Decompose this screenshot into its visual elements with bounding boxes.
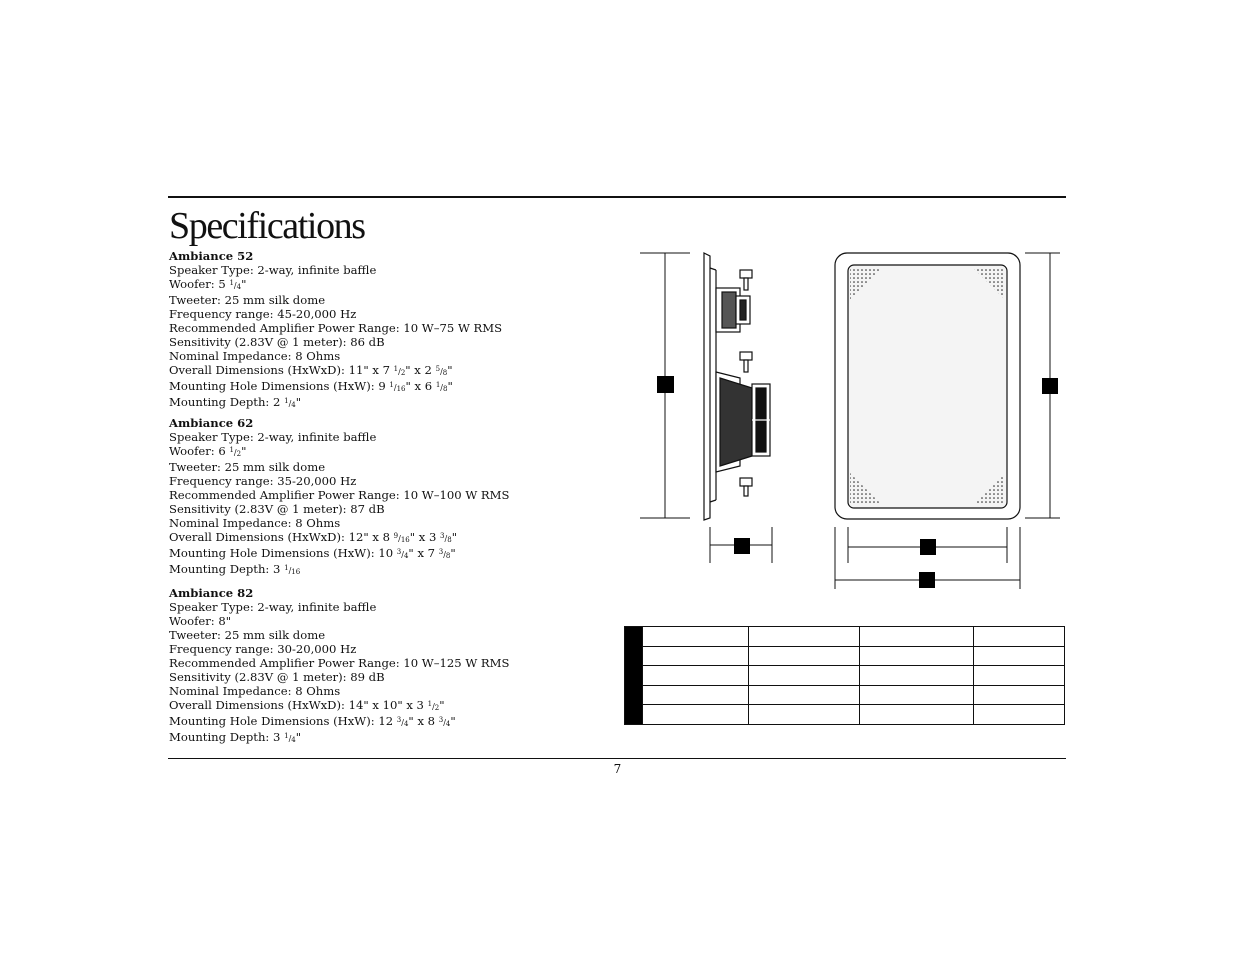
fraction-numerator: 3	[440, 532, 445, 540]
fraction: $^1/_4$	[229, 279, 242, 291]
table-cell	[859, 685, 973, 705]
front-height-marker	[1042, 378, 1058, 394]
table-cell	[973, 646, 1064, 666]
table-cell	[749, 627, 859, 647]
spec-text: Overall Dimensions (HxWxD): 12" x 8	[169, 530, 394, 544]
model-name: Ambiance 62	[169, 416, 254, 430]
spec-text: Nominal Impedance: 8 Ohms	[169, 516, 341, 530]
table-header-column	[625, 627, 643, 725]
spec-text: Frequency range: 35-20,000 Hz	[169, 474, 357, 488]
fraction-denominator: 8	[445, 552, 451, 560]
fraction-denominator: 16	[291, 568, 301, 576]
spec-text: "	[241, 277, 247, 291]
fraction-denominator: 2	[400, 369, 406, 377]
spec-text: Sensitivity (2.83V @ 1 meter): 87 dB	[169, 502, 385, 516]
table-cell	[749, 666, 859, 686]
spec-text: Overall Dimensions (HxWxD): 14" x 10" x 3	[169, 698, 428, 712]
fraction: $^5/_8$	[435, 365, 448, 377]
fraction-numerator: 1	[435, 381, 441, 389]
fraction-denominator: 4	[291, 736, 296, 744]
fraction-numerator: 9	[393, 532, 399, 540]
spec-text: Nominal Impedance: 8 Ohms	[169, 684, 341, 698]
spec-text: " x 6	[405, 379, 436, 393]
spec-text: Mounting Depth: 3	[169, 730, 285, 744]
fraction: $^3/_4$	[438, 716, 451, 728]
spec-text: "	[451, 530, 458, 544]
spec-text: "	[447, 363, 453, 377]
table-cell	[749, 705, 859, 725]
table-row	[625, 627, 1065, 647]
bottom-rule	[168, 758, 1066, 759]
fraction: $^1/_8$	[435, 381, 448, 393]
spec-text: Mounting Hole Dimensions (HxW): 9	[169, 379, 390, 393]
fraction-numerator: 1	[389, 381, 394, 389]
table-cell	[749, 646, 859, 666]
dimension-table	[624, 626, 1065, 725]
side-height-marker	[657, 376, 674, 393]
spec-text: " x 2	[405, 363, 436, 377]
spec-text: Sensitivity (2.83V @ 1 meter): 89 dB	[169, 670, 385, 684]
fraction-numerator: 3	[396, 548, 402, 556]
spec-text: "	[295, 730, 302, 744]
fraction-numerator: 1	[229, 446, 234, 454]
spec-text: Mounting Hole Dimensions (HxW): 10	[169, 546, 397, 560]
fraction-numerator: 1	[427, 700, 433, 708]
spec-text: Sensitivity (2.83V @ 1 meter): 86 dB	[169, 335, 385, 349]
fraction-denominator: 2	[236, 450, 242, 458]
table-cell	[973, 666, 1064, 686]
spec-text: "	[450, 546, 456, 560]
table-row	[625, 705, 1065, 725]
table-cell	[643, 627, 749, 647]
spec-text: Frequency range: 45-20,000 Hz	[169, 307, 357, 321]
spec-text: "	[295, 395, 302, 409]
fraction: $^1/_4$	[284, 732, 296, 744]
fraction: $^3/_4$	[396, 548, 409, 560]
table-row	[625, 685, 1065, 705]
table-cell	[859, 627, 973, 647]
fraction-denominator: 4	[403, 552, 409, 560]
spec-text: Mounting Depth: 3	[169, 562, 285, 576]
fraction-denominator: 8	[442, 385, 448, 393]
spec-text: Recommended Amplifier Power Range: 10 W–100 W RMS	[169, 488, 510, 502]
spec-text: Speaker Type: 2-way, infinite baffle	[169, 263, 377, 277]
spec-text: "	[241, 444, 247, 458]
fraction: $^1/_{16}$	[284, 564, 301, 576]
overall-width-marker	[919, 572, 935, 588]
model-name: Ambiance 82	[169, 586, 254, 600]
spec-text: Speaker Type: 2-way, infinite baffle	[169, 430, 377, 444]
table-cell	[973, 685, 1064, 705]
fraction: $^1/_{16}$	[389, 381, 406, 393]
spec-text: Mounting Hole Dimensions (HxW): 12	[169, 714, 397, 728]
spec-text: Speaker Type: 2-way, infinite baffle	[169, 600, 377, 614]
page-number: 7	[613, 762, 622, 776]
table-cell	[643, 666, 749, 686]
table-cell	[643, 705, 749, 725]
depth-marker	[734, 538, 750, 554]
spec-text: Tweeter: 25 mm silk dome	[169, 293, 326, 307]
model-name: Ambiance 52	[169, 249, 254, 263]
speaker-side-profile	[704, 253, 770, 520]
spec-text: Woofer: 8"	[169, 614, 232, 628]
fraction: $^3/_4$	[396, 716, 409, 728]
spec-text: Recommended Amplifier Power Range: 10 W–75 W RMS	[169, 321, 503, 335]
fraction-denominator: 4	[236, 283, 242, 291]
spec-text: Tweeter: 25 mm silk dome	[169, 628, 326, 642]
speaker-front-grille	[835, 253, 1020, 519]
table-cell	[859, 705, 973, 725]
table-cell	[859, 666, 973, 686]
spec-text: " x 3	[409, 530, 441, 544]
table-cell	[859, 646, 973, 666]
fraction-denominator: 2	[434, 704, 440, 712]
table-row	[625, 646, 1065, 666]
spec-text: " x 7	[408, 546, 439, 560]
fraction: $^1/_2$	[229, 446, 242, 458]
fraction: $^1/_4$	[284, 397, 296, 409]
spec-text: Recommended Amplifier Power Range: 10 W–125 W RMS	[169, 656, 510, 670]
fraction: $^3/_8$	[438, 548, 451, 560]
table-cell	[973, 627, 1064, 647]
fraction: $^3/_8$	[440, 532, 452, 544]
fraction-numerator: 1	[229, 279, 234, 287]
fraction-numerator: 3	[438, 548, 444, 556]
spec-text: Overall Dimensions (HxWxD): 11" x 7	[169, 363, 394, 377]
spec-text: "	[439, 698, 445, 712]
table-cell	[643, 685, 749, 705]
fraction: $^9/_{16}$	[393, 532, 410, 544]
fraction-numerator: 1	[284, 732, 289, 740]
table-cell	[973, 705, 1064, 725]
table-cell	[749, 685, 859, 705]
spec-text: Frequency range: 30-20,000 Hz	[169, 642, 357, 656]
fraction-numerator: 1	[284, 397, 289, 405]
spec-text: "	[450, 714, 456, 728]
fraction-denominator: 4	[403, 720, 409, 728]
spec-text: Woofer: 5	[169, 277, 230, 291]
fraction-denominator: 16	[396, 385, 406, 393]
spec-text: Tweeter: 25 mm silk dome	[169, 460, 326, 474]
fraction-denominator: 4	[291, 401, 296, 409]
fraction-numerator: 1	[393, 365, 399, 373]
fraction-denominator: 16	[400, 536, 410, 544]
fraction: $^1/_2$	[393, 365, 406, 377]
fraction-numerator: 3	[396, 716, 402, 724]
spec-text: Nominal Impedance: 8 Ohms	[169, 349, 341, 363]
fraction-denominator: 8	[442, 369, 448, 377]
table-row	[625, 666, 1065, 686]
fraction-denominator: 4	[445, 720, 451, 728]
fraction-numerator: 3	[438, 716, 444, 724]
page-title: Specifications	[169, 205, 365, 247]
spec-text: " x 8	[408, 714, 439, 728]
mounting-width-marker	[920, 539, 936, 555]
fraction-denominator: 8	[447, 536, 452, 544]
spec-text: Mounting Depth: 2	[169, 395, 285, 409]
fraction-numerator: 1	[284, 564, 289, 572]
spec-text: Woofer: 6	[169, 444, 230, 458]
spec-text: "	[447, 379, 453, 393]
fraction-numerator: 5	[435, 365, 441, 373]
table-cell	[643, 646, 749, 666]
fraction: $^1/_2$	[427, 700, 440, 712]
